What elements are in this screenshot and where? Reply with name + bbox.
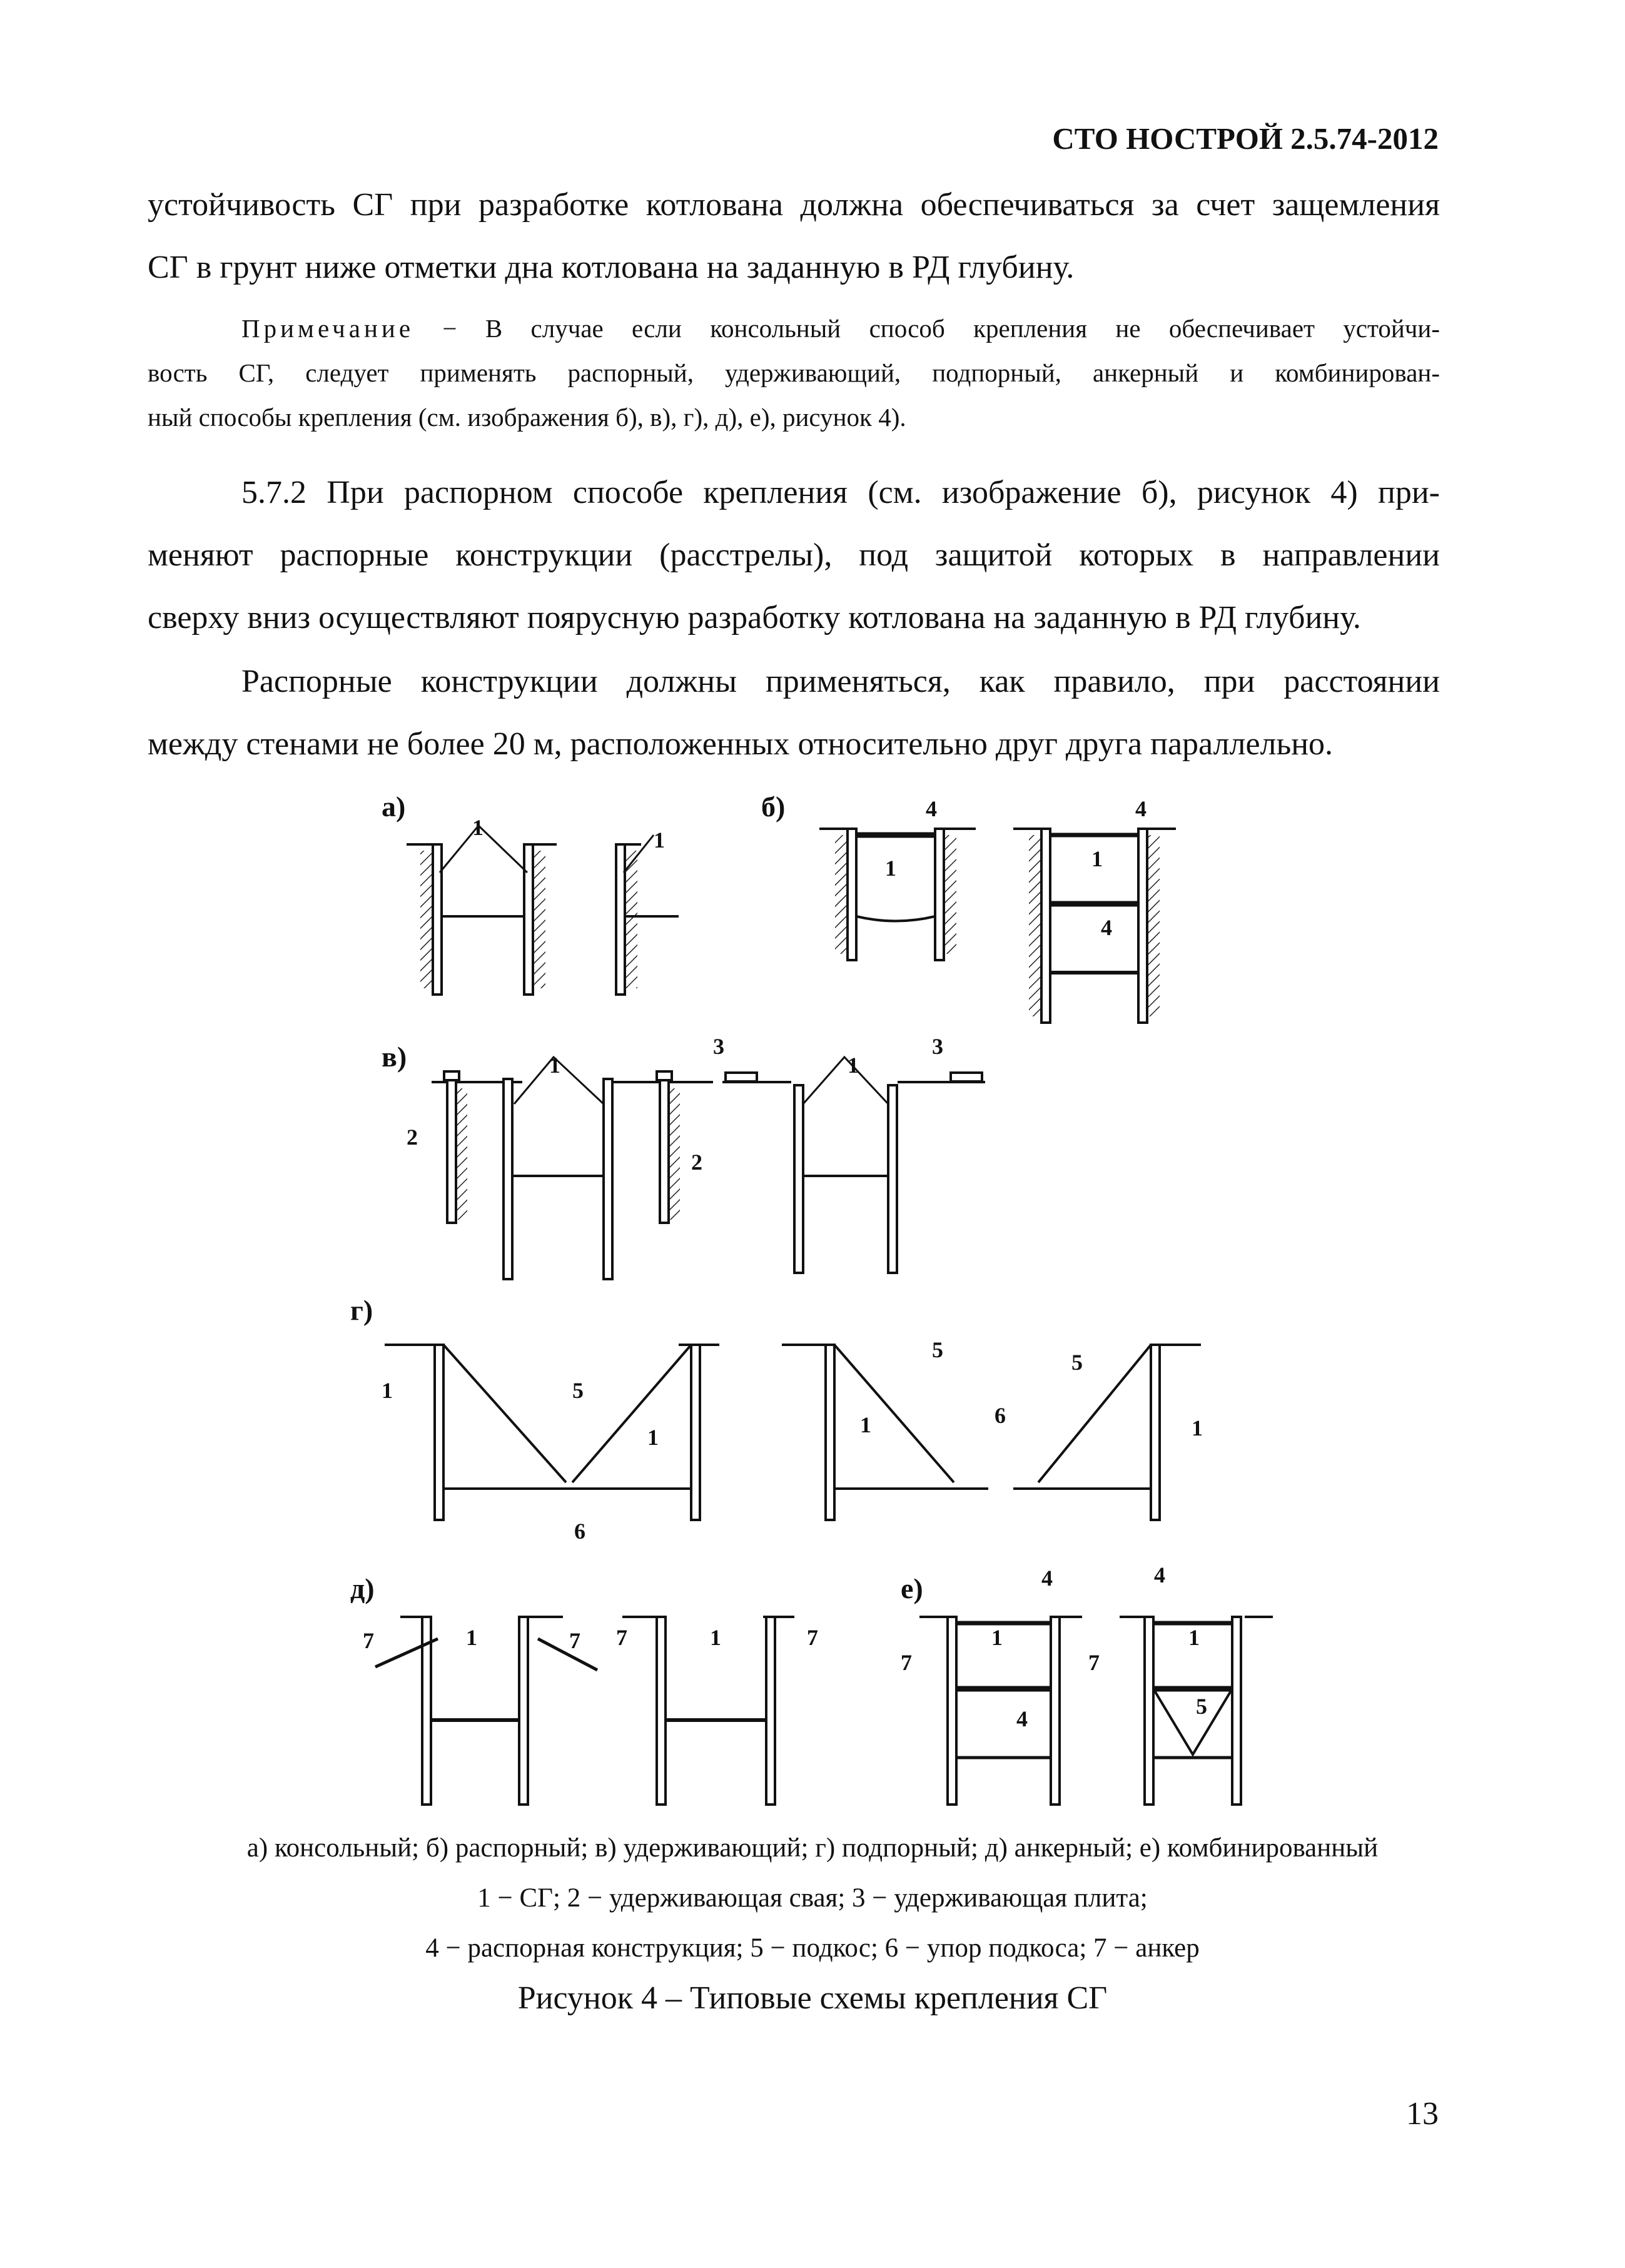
panel-label-a: а): [382, 791, 406, 823]
panel-label-v: в): [382, 1041, 407, 1073]
label-number: 4: [1154, 1562, 1165, 1587]
label-number: 4: [1135, 796, 1147, 821]
label-number: 1: [1192, 1415, 1203, 1440]
label-number: 1: [549, 1053, 560, 1078]
panel-label-b: б): [761, 791, 786, 823]
label-number: 2: [407, 1125, 418, 1150]
label-number: 4: [1101, 915, 1112, 940]
note-label: Примечание: [241, 314, 415, 343]
label-number: 1: [1188, 1625, 1200, 1650]
label-number: 6: [574, 1519, 585, 1544]
figure-caption-line2: 1 − СГ; 2 − удерживающая свая; 3 − удерживающая плита;: [477, 1883, 1148, 1913]
label-number: 5: [1196, 1694, 1207, 1719]
paragraph-line: Распорные конструкции должны применяться, как правило, при расстоянии: [241, 664, 1440, 699]
panel-label-g: г): [350, 1294, 373, 1326]
label-number: 4: [926, 796, 937, 821]
label-number: 7: [363, 1628, 374, 1653]
paragraph-line: между стенами не более 20 м, расположенных относительно друг друга параллельно.: [148, 726, 1334, 762]
paragraph-line: сверху вниз осуществляют поярусную разработку котлована на заданную в РД глубину.: [148, 600, 1361, 635]
paragraph-line: устойчивость СГ при разработке котлована должна обеспечиваться за счет защемления: [148, 187, 1440, 223]
label-number: 1: [382, 1378, 393, 1403]
label-number: 7: [616, 1625, 627, 1650]
label-number: 5: [572, 1378, 584, 1403]
scheme-d-anchored: [375, 1617, 794, 1805]
label-number: 1: [860, 1412, 871, 1437]
label-number: 1: [885, 856, 896, 881]
label-number: 1: [848, 1053, 859, 1078]
label-number: 1: [710, 1625, 721, 1650]
panel-label-e: е): [901, 1572, 923, 1604]
page-number: 13: [1406, 2096, 1439, 2132]
label-number: 6: [995, 1403, 1006, 1428]
label-number: 5: [932, 1337, 943, 1362]
label-number: 7: [1088, 1650, 1100, 1675]
scheme-b-strut: [819, 829, 1176, 1023]
panel-label-d: д): [350, 1572, 375, 1604]
label-number: 1: [466, 1625, 477, 1650]
document-code-header: СТО НОСТРОЙ 2.5.74-2012: [1052, 121, 1439, 156]
figure-caption-line3: 4 − распорная конструкция; 5 − подкос; 6 − упор подкоса; 7 − анкер: [425, 1933, 1200, 1963]
label-number: 7: [807, 1625, 818, 1650]
label-number: 7: [569, 1628, 580, 1653]
note-line: вость СГ, следует применять распорный, удерживающий, подпорный, анкерный и комбинирован-: [148, 358, 1440, 387]
label-number: 3: [932, 1034, 943, 1059]
label-number: 7: [901, 1650, 912, 1675]
note-line: ный способы крепления (см. изображения б), в), г), д), е), рисунок 4).: [148, 403, 906, 432]
label-number: 1: [472, 815, 483, 840]
label-number: 2: [691, 1150, 702, 1175]
label-number: 4: [1016, 1706, 1028, 1731]
label-number: 1: [647, 1425, 659, 1450]
figure-caption-line1: а) консольный; б) распорный; в) удерживающий; г) подпорный; д) анкерный; е) комбинированный: [246, 1833, 1379, 1863]
paragraph-line: СГ в грунт ниже отметки дна котлована на заданную в РД глубину.: [148, 250, 1075, 285]
label-number: 1: [991, 1625, 1003, 1650]
label-number: 1: [1091, 846, 1103, 871]
figure-title: Рисунок 4 – Типовые схемы крепления СГ: [517, 1980, 1108, 2016]
scheme-e-combined: [919, 1617, 1273, 1805]
scheme-v-retaining: [432, 1057, 985, 1279]
note-line: − В случае если консольный способ крепления не обеспечивает устойчи-: [414, 314, 1440, 343]
label-number: 5: [1071, 1350, 1083, 1375]
paragraph-line: 5.7.2 При распорном способе крепления (см. изображение б), рисунок 4) при-: [241, 475, 1440, 510]
label-number: 1: [654, 828, 665, 853]
label-number: 3: [713, 1034, 724, 1059]
paragraph-line: меняют распорные конструкции (расстрелы), под защитой которых в направлении: [148, 537, 1440, 573]
label-number: 4: [1041, 1566, 1053, 1591]
scheme-a-cantilever: [407, 826, 679, 995]
